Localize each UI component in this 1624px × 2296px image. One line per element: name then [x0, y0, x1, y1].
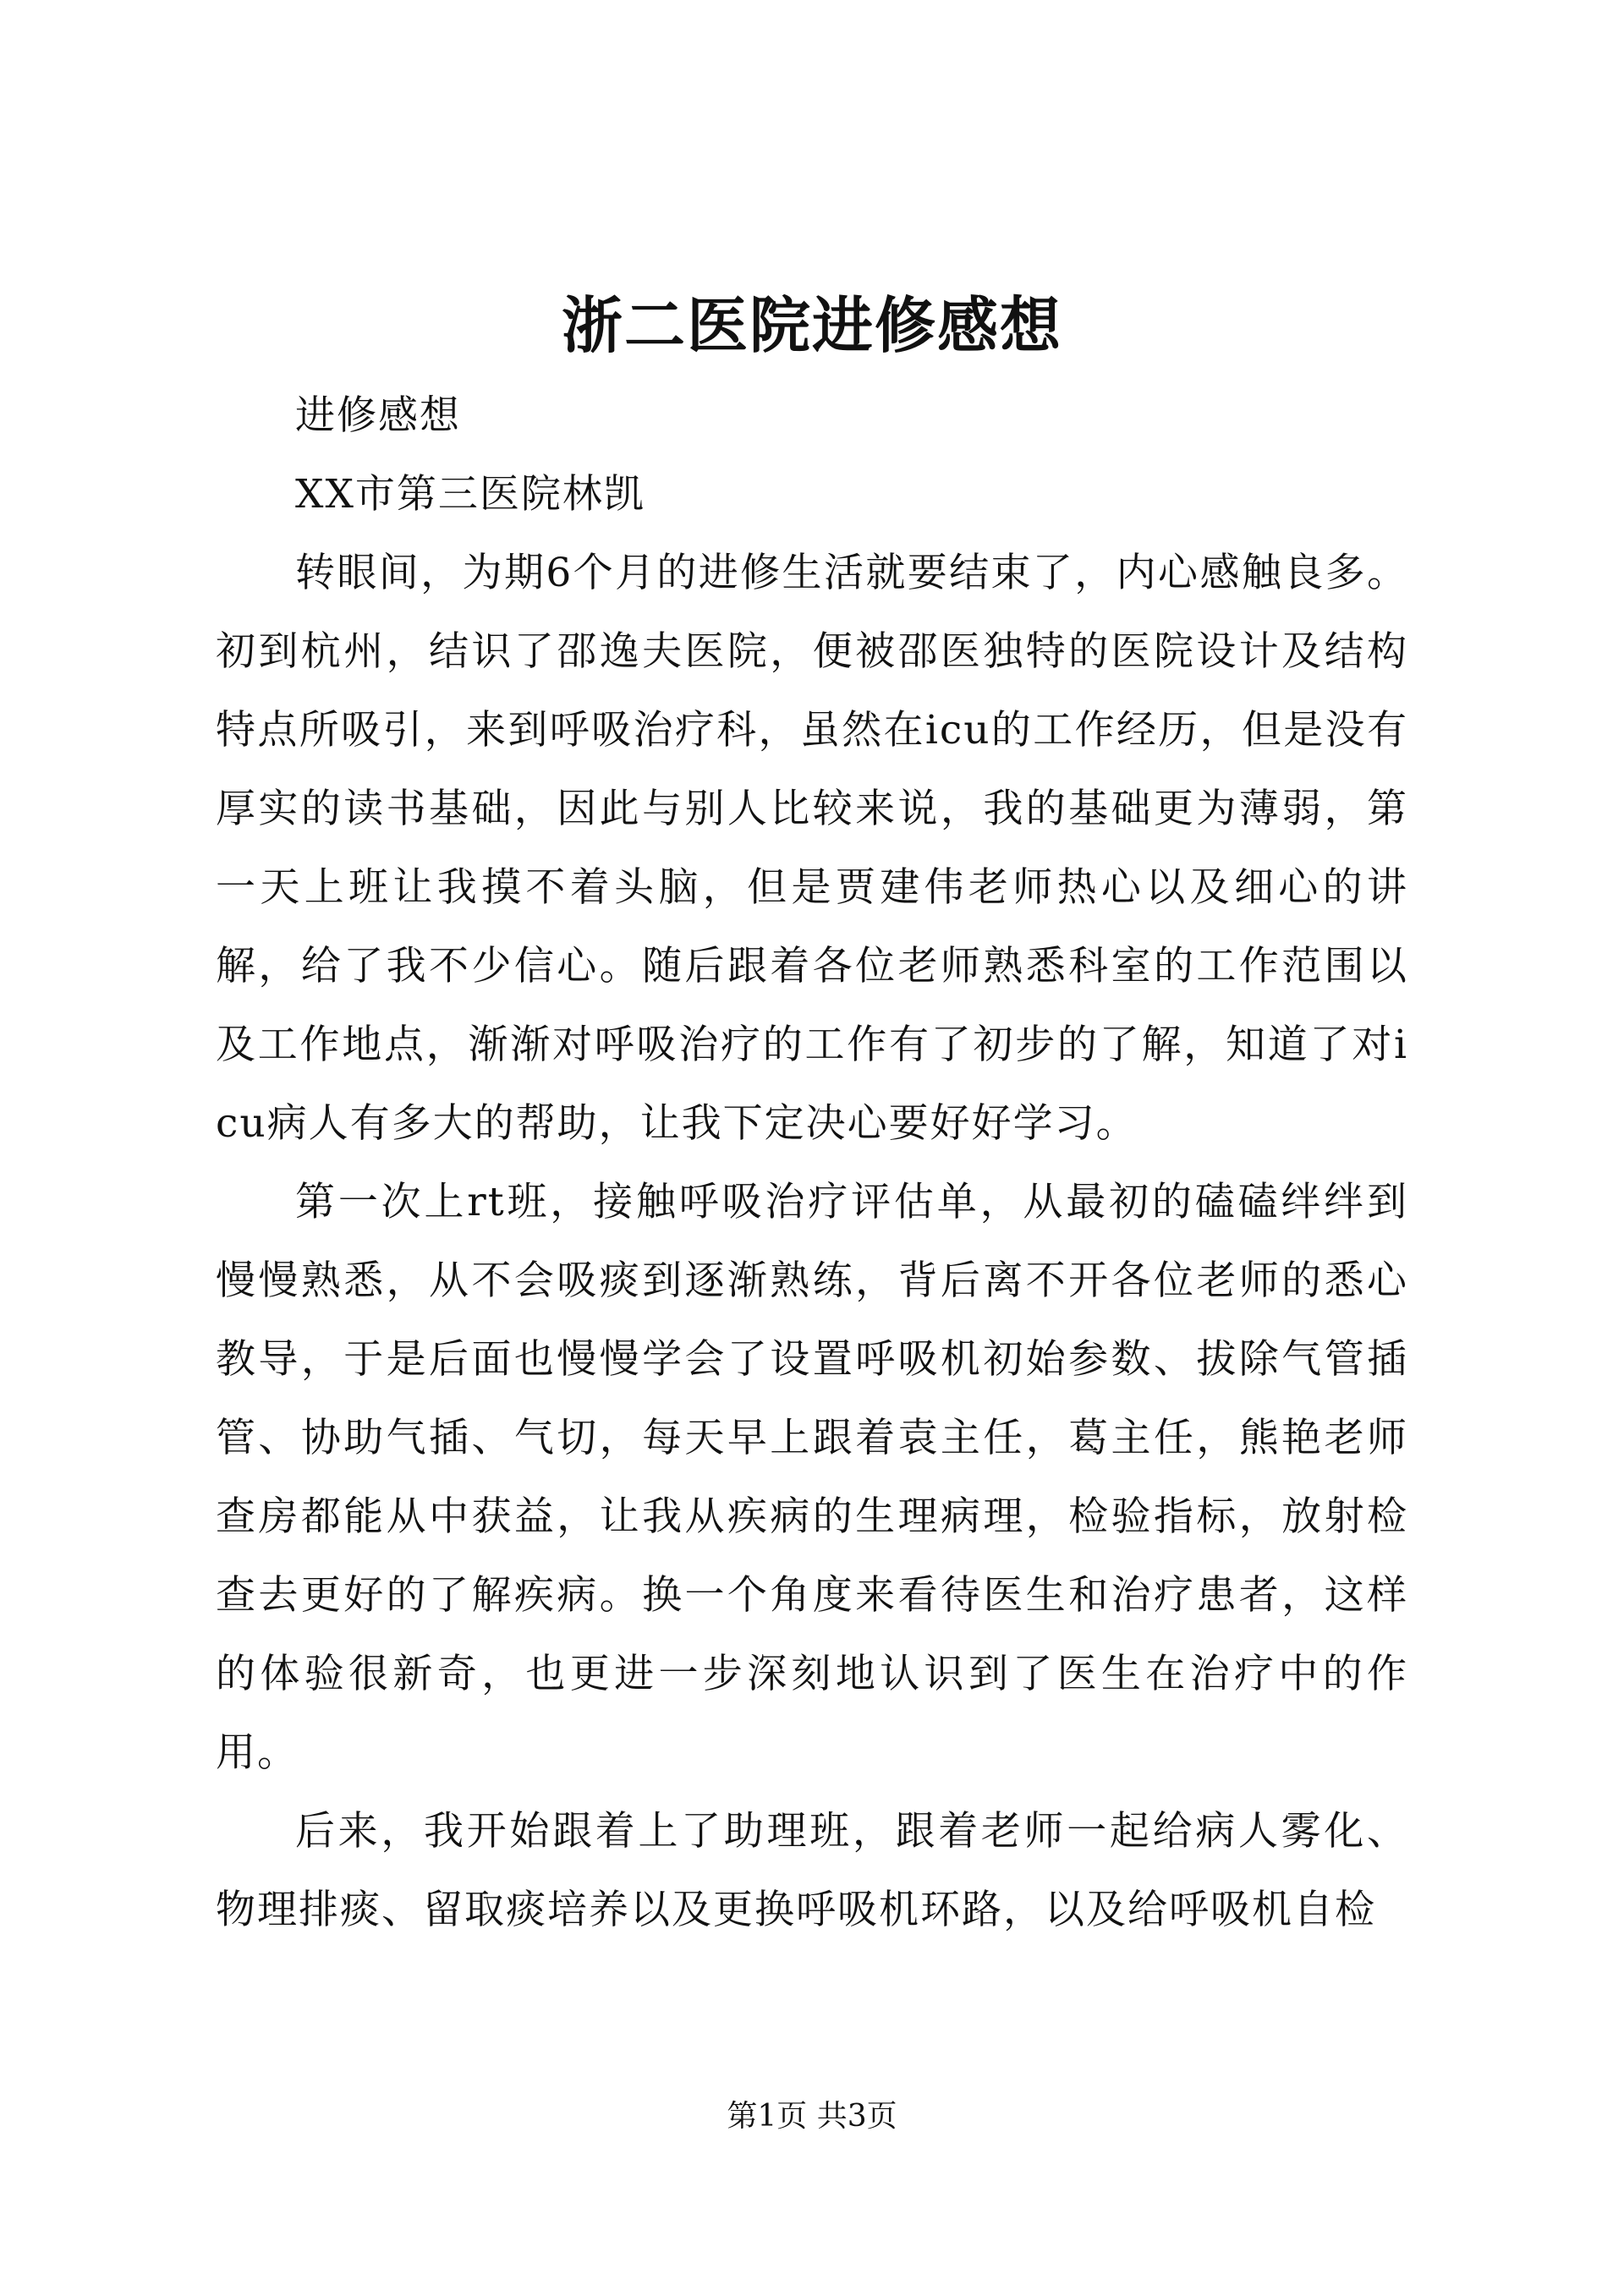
paragraph-subtitle: 进修感想	[295, 392, 461, 439]
paragraph: 第一次上rt班，接触呼吸治疗评估单，从最初的磕磕绊绊到慢慢熟悉，从不会吸痰到逐渐熟练，背后离不开各位老师的悉心教导，于是后面也慢慢学会了设置呼吸机初始参数、拔除气管插管、协助气插、气切，每天早上跟着袁主任，葛主任，熊艳老师查房都能从中获益，让我从疾病的生理病理，检验指标，放射检查去更好的了解疾病。换一个角度来看待医生和治疗患者，这样的体验很新奇，也更进一步深刻地认识到了医生在治疗中的作用。	[216, 1179, 1408, 1776]
paragraph: 转眼间，为期6个月的进修生活就要结束了，内心感触良多。初到杭州，结识了邵逸夫医院，便被邵医独特的医院设计及结构特点所吸引，来到呼吸治疗科，虽然在icu的工作经历，但是没有厚实的读书基础，因此与别人比较来说，我的基础更为薄弱，第一天上班让我摸不着头脑，但是贾建伟老师热心以及细心的讲解，给了我不少信心。随后跟着各位老师熟悉科室的工作范围以及工作地点，渐渐对呼吸治疗的工作有了初步的了解，知道了对icu病人有多大的帮助，让我下定决心要好好学习。	[216, 550, 1408, 1147]
paragraph-author: XX市第三医院林凯	[295, 471, 645, 518]
document-title: 浙二医院进修感想	[561, 289, 1062, 361]
document-body	[216, 376, 1408, 1949]
paragraph: 后来，我开始跟着上了助理班，跟着老师一起给病人雾化、物理排痰、留取痰培养以及更换呼吸机环路，以及给呼吸机自检	[216, 1808, 1408, 1933]
page-number: 第1页 共3页	[727, 2099, 897, 2134]
